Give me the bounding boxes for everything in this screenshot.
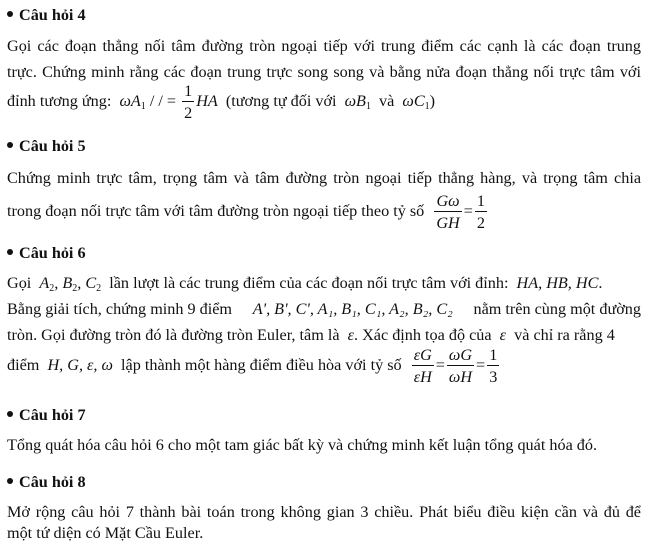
paragraph-line-math [7, 345, 501, 385]
math-points: H, G, ε, ω [47, 356, 113, 374]
text: . [598, 274, 603, 292]
bullet-icon [7, 478, 13, 484]
math-epsilon: ε [499, 326, 507, 344]
section-heading-4 [7, 5, 86, 25]
fraction-og-over-oh: $\frac{\omega G}{\omega H}$ [448, 346, 473, 387]
equals: = [463, 202, 473, 220]
text: . Xác định tọa độ của [354, 326, 492, 344]
fraction-one-half: $\frac{1}{2}$ [476, 192, 485, 233]
math-segments: HA, HB, HC [516, 274, 599, 292]
math-omega-a1: $\omega A_1$ [119, 92, 146, 112]
section-heading-6 [7, 243, 86, 263]
heading-text: Câu hỏi 8 [19, 473, 86, 491]
bullet-icon [7, 142, 13, 148]
paragraph-line-math [7, 82, 435, 126]
math-relation: / / = [145, 92, 181, 110]
paragraph-line: trực. Chứng minh rằng các đoạn trung trực song song và bằng nửa đoạn thẳng nối trực tâm với [7, 63, 641, 81]
math-omega-c1: $\omega C_1$ [402, 92, 430, 112]
paragraph-line-math [7, 192, 489, 231]
bullet-icon [7, 249, 13, 255]
bullet-icon [7, 411, 13, 417]
equals: = [435, 356, 445, 374]
section-heading-5 [7, 136, 86, 156]
paragraph-line-math [7, 325, 615, 345]
fraction-one-third: $\frac{1}{3}$ [489, 346, 498, 387]
fraction-eg-over-eh: $\frac{\varepsilon G}{\varepsilon H}$ [413, 346, 432, 387]
math-ha: HA [196, 92, 218, 110]
heading-text: Câu hỏi 7 [19, 406, 86, 424]
text: và chỉ ra rằng 4 [514, 326, 615, 344]
text: Gọi [7, 274, 32, 292]
paragraph-line-math [7, 299, 641, 319]
fraction-one-half: $\frac{1}{2}$ [184, 82, 193, 123]
text-group [7, 273, 602, 299]
math-epsilon: ε [347, 326, 355, 344]
fraction-g-omega-over-gh: $\frac{G\omega}{GH}$ [436, 192, 460, 233]
paragraph-line: Gọi các đoạn thẳng nối tâm đường tròn ngoại tiếp với trung điểm các cạnh là các đoạn trung [7, 37, 641, 55]
section-heading-7 [7, 405, 86, 425]
text: (tương tự đối với [225, 92, 337, 110]
text: đỉnh tương ứng: [7, 92, 112, 110]
bullet-icon [7, 11, 13, 17]
math-a2-b2-c2: $A_2$, $B_2$, $C_2$ [39, 274, 102, 294]
section-heading-8 [7, 472, 86, 492]
paragraph-line: một tứ diện có Mặt Cầu Euler. [7, 524, 204, 542]
text: nằm trên cùng một đường [473, 300, 641, 318]
text: Bằng giải tích, chứng minh 9 điểm [7, 300, 233, 318]
math-omega-b1: $\omega B_1$ [344, 92, 371, 112]
heading-text: Câu hỏi 5 [19, 137, 86, 155]
paragraph-line: Mở rộng câu hỏi 7 thành bài toán trong không gian 3 chiều. Phát biểu điều kiện cần và đủ để [7, 503, 641, 521]
text: ) [429, 92, 436, 110]
heading-text: Câu hỏi 4 [19, 6, 86, 24]
math-nine-points: A', B', C', A₁, B₁, C₁, A₂, B₂, C₂ [252, 300, 453, 318]
paragraph-line: Tổng quát hóa câu hỏi 6 cho một tam giác bất kỳ và chứng minh kết luận tổng quát hóa đó. [7, 436, 598, 454]
heading-text: Câu hỏi 6 [19, 244, 86, 262]
text: trong đoạn nối trực tâm với tâm đường tròn ngoại tiếp theo tỷ số [7, 202, 425, 220]
paragraph-line-math [7, 273, 641, 299]
text: tròn. Gọi đường tròn đó là đường tròn Euler, tâm là [7, 326, 340, 344]
equals: = [476, 356, 486, 374]
paragraph-line: Chứng minh trực tâm, trọng tâm và tâm đường tròn ngoại tiếp thẳng hàng, và trọng tâm chia [7, 169, 641, 187]
text: điểm [7, 356, 40, 374]
text: lần lượt là các trung điểm của các đoạn nối trực tâm với đỉnh: [109, 274, 509, 292]
text: lập thành một hàng điểm điều hòa với tỷ số [121, 356, 402, 374]
text: và [379, 92, 395, 110]
